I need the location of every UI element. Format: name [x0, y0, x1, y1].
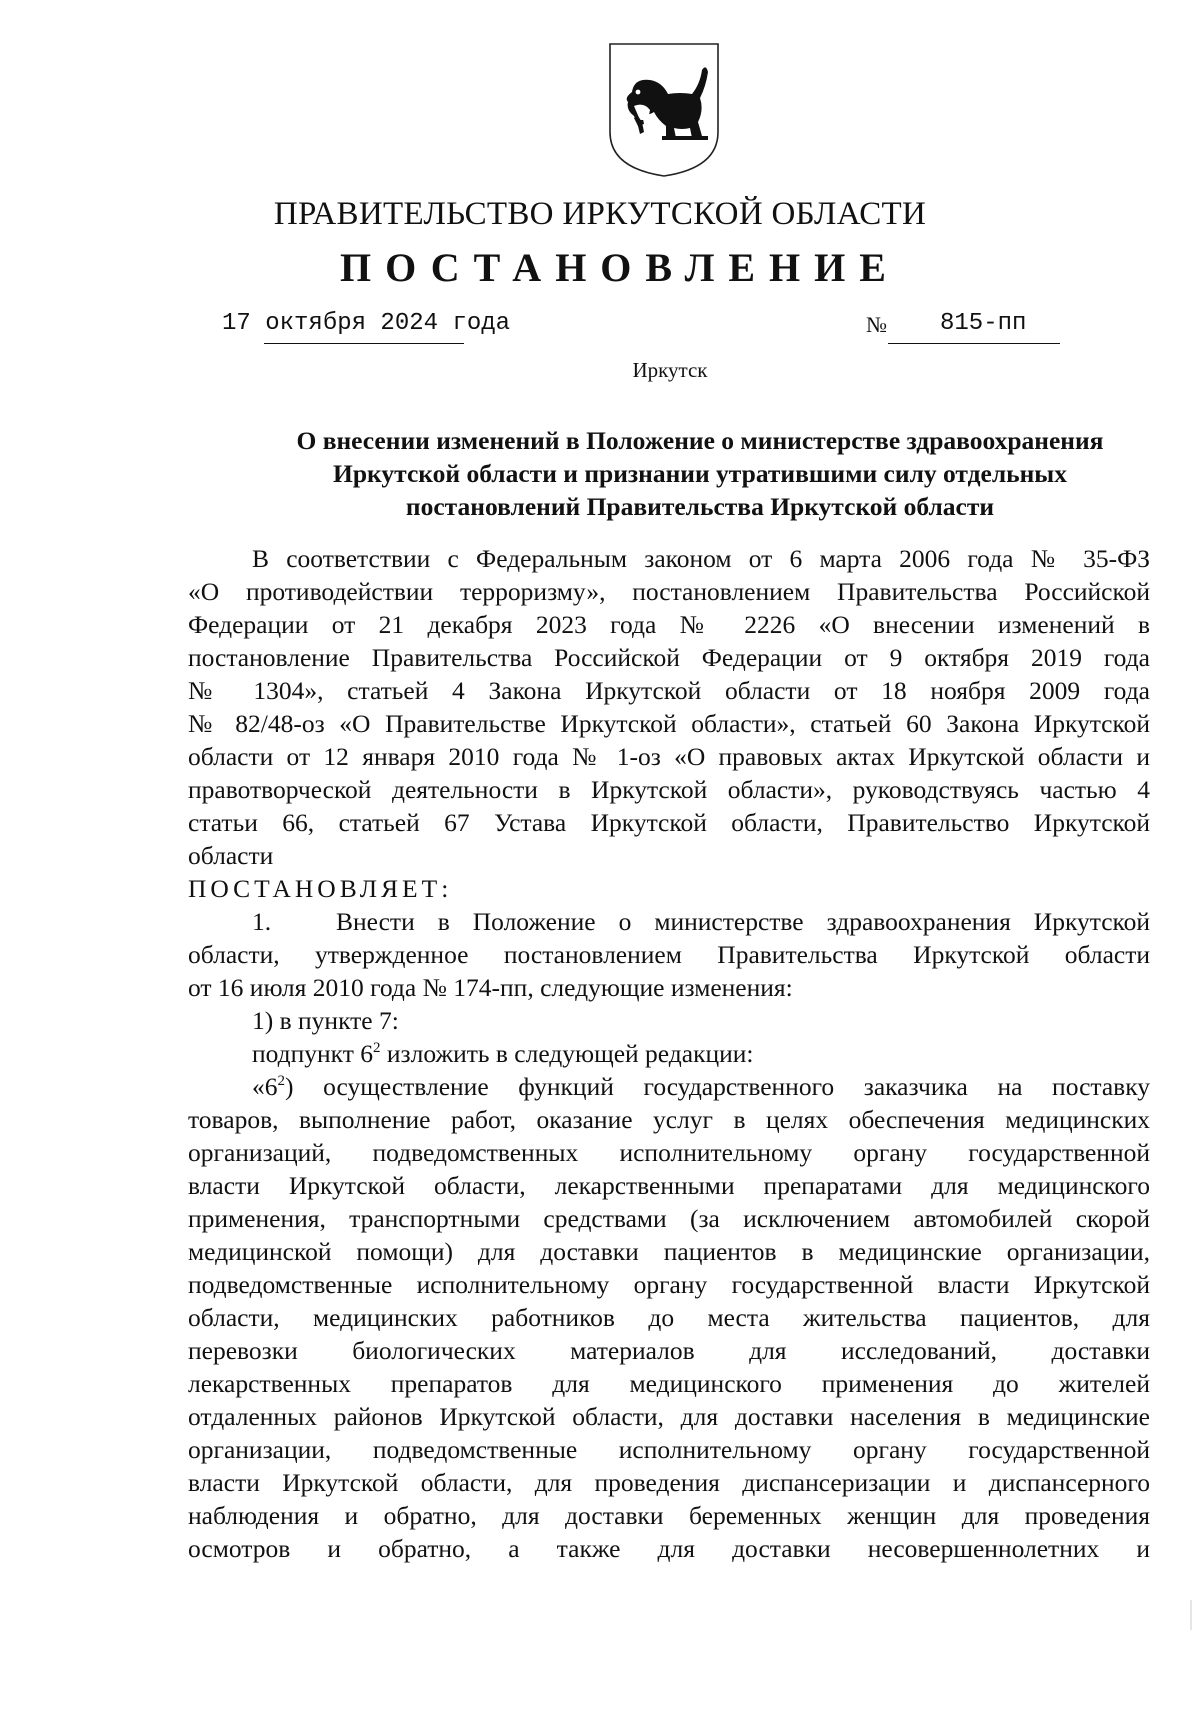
title-line: постановлений Правительства Иркутской области: [405, 492, 995, 521]
quote-line: товаров, выполнение работ, оказание услуг в целях обеспечения медицинских: [188, 1105, 1150, 1134]
document-number: 815-пп: [940, 310, 1027, 337]
coat-of-arms-emblem: [604, 40, 724, 180]
body-line: В соответствии с Федеральным законом от 6 марта 2006 года № 35-ФЗ: [252, 544, 1150, 573]
quote-line: осмотров и обратно, а также для доставки несовершеннолетних и: [188, 1534, 1150, 1563]
document-type: ПОСТАНОВЛЕНИЕ: [340, 245, 900, 290]
title-line: Иркутской области и признании утратившими силу отдельных: [333, 459, 1067, 488]
item-line: области, утвержденное постановлением Правительства Иркутской области: [188, 940, 1150, 969]
resolves-heading: ПОСТАНОВЛЯЕТ:: [188, 874, 453, 903]
quote-line: власти Иркутской области, для проведения диспансеризации и диспансерного: [188, 1468, 1150, 1497]
document-date: 17 октября 2024 года: [222, 310, 511, 337]
quote-line: медицинской помощи) для доставки пациентов в медицинские организации,: [188, 1237, 1150, 1266]
number-label: №: [866, 312, 887, 337]
quote-first-line: [252, 1072, 1150, 1102]
subpoint-line: [252, 1039, 1200, 1069]
babr-animal-icon: [627, 67, 708, 140]
body-line: постановление Правительства Российской Федерации от 9 октября 2019 года: [188, 643, 1150, 672]
item-line: Внести в Положение о министерстве здравоохранения Иркутской: [336, 907, 1150, 936]
quote-line: наблюдения и обратно, для доставки беременных женщин для проведения: [188, 1501, 1150, 1530]
superscript: 2: [277, 1073, 285, 1089]
date-underline: [264, 343, 464, 344]
title-line: О внесении изменений в Положение о министерстве здравоохранения: [296, 426, 1104, 455]
item-number: 1.: [252, 907, 272, 936]
quote-line: подведомственные исполнительному органу государственной власти Иркутской: [188, 1270, 1150, 1299]
subpoint-text: изложить в следующей редакции:: [380, 1039, 754, 1068]
item-line: от 16 июля 2010 года № 174-пп, следующие изменения:: [188, 973, 793, 1002]
quote-line: области, медицинских работников до места жительства пациентов, для: [188, 1303, 1150, 1332]
body-line: № 82/48-оз «О Правительстве Иркутской области», статьей 60 Закона Иркутской: [188, 709, 1150, 738]
quote-line: организаций, подведомственных исполнительному органу государственной: [188, 1138, 1150, 1167]
body-line: области: [188, 841, 274, 870]
quote-line: применения, транспортными средствами (за исключением автомобилей скорой: [188, 1204, 1150, 1233]
document-title: [250, 424, 1150, 523]
body-line: правотворческой деятельности в Иркутской области», руководствуясь частью 4: [188, 775, 1150, 804]
number-underline: [888, 343, 1060, 344]
quote-line: власти Иркутской области, лекарственными препаратами для медицинского: [188, 1171, 1150, 1200]
superscript: 2: [373, 1040, 381, 1056]
body-line: области от 12 января 2010 года № 1-оз «О правовых актах Иркутской области и: [188, 742, 1150, 771]
organization-name: ПРАВИТЕЛЬСТВО ИРКУТСКОЙ ОБЛАСТИ: [273, 196, 927, 232]
quote-text: «6: [252, 1072, 278, 1101]
scan-edge-mark: [1190, 1600, 1192, 1630]
body-line: статьи 66, статьей 67 Устава Иркутской области, Правительство Иркутской: [188, 808, 1150, 837]
quote-line: лекарственных препаратов для медицинского применения до жителей: [188, 1369, 1150, 1398]
body-line: № 1304», статьей 4 Закона Иркутской области от 18 ноября 2009 года: [188, 676, 1150, 705]
subitem-line: 1) в пункте 7:: [252, 1006, 399, 1035]
quote-line: организации, подведомственные исполнительному органу государственной: [188, 1435, 1150, 1464]
city-name: Иркутск: [632, 358, 708, 382]
quote-line: отдаленных районов Иркутской области, для доставки населения в медицинские: [188, 1402, 1150, 1431]
subpoint-text: подпункт 6: [252, 1039, 374, 1068]
body-line: Федерации от 21 декабря 2023 года № 2226 «О внесении изменений в: [188, 610, 1150, 639]
quote-text: ) осуществление функций государственного заказчика на поставку: [285, 1072, 1150, 1101]
body-line: «О противодействии терроризму», постановлением Правительства Российской: [188, 577, 1150, 606]
quote-line: перевозки биологических материалов для исследований, доставки: [188, 1336, 1150, 1365]
